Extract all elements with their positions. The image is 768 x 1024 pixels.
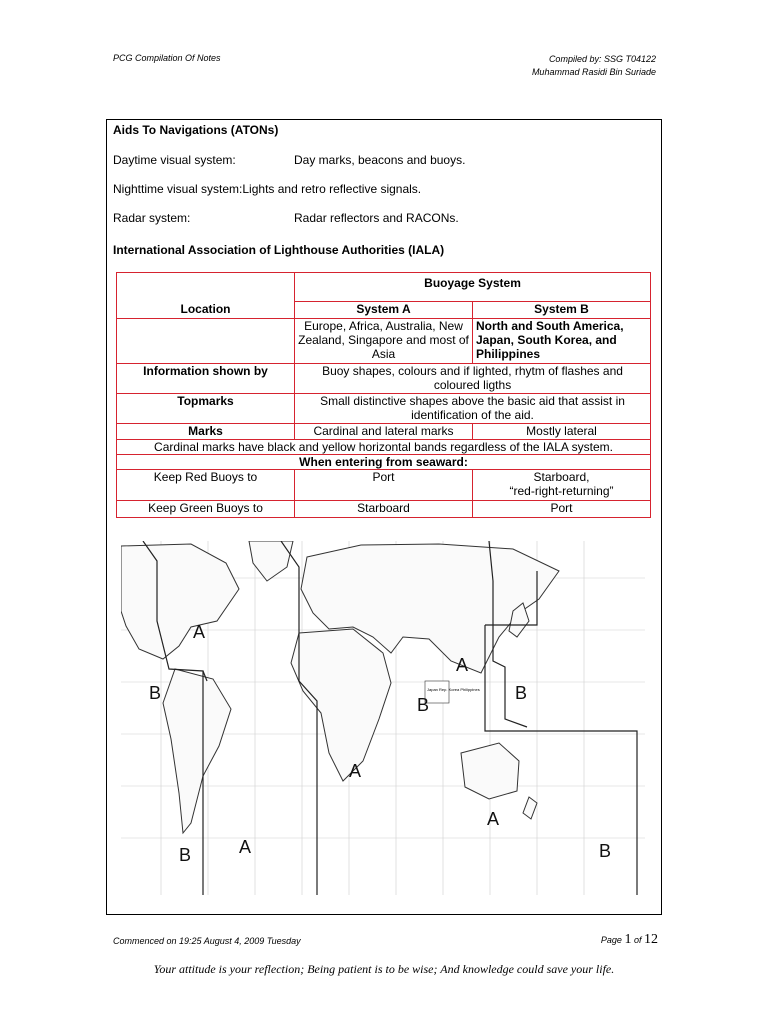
location-header: Location [117, 273, 295, 319]
table-row [117, 501, 651, 518]
header-title: PCG Compilation Of Notes [113, 53, 221, 63]
page-number [601, 932, 658, 948]
footer-quote: Your attitude is your reflection; Being patient is to be wise; And knowledge could save your life. [153, 962, 615, 976]
inset-label: Japan Rep. Korea Philippines [427, 687, 480, 692]
red-a-cell: Port [295, 470, 473, 501]
marks-b-cell: Mostly lateral [473, 424, 651, 440]
red-label-cell: Keep Red Buoys to [117, 470, 295, 501]
areas-b-cell: North and South America, Japan, South Korea, and Philippines [473, 319, 651, 364]
of-word: of [633, 935, 642, 945]
system-b-header: System B [473, 302, 651, 319]
green-label-cell: Keep Green Buoys to [117, 501, 295, 518]
areas-empty-cell [117, 319, 295, 364]
system-a-header: System A [295, 302, 473, 319]
page-total: 12 [644, 932, 658, 947]
region-label: A [349, 761, 362, 781]
region-label: A [193, 622, 206, 642]
red-b-cell [473, 470, 651, 501]
radar-label: Radar system: [113, 211, 191, 225]
green-b-cell: Port [473, 501, 651, 518]
region-label: A [487, 809, 500, 829]
region-label: B [599, 841, 612, 861]
table-row [117, 470, 651, 501]
atons-heading: Aids To Navigations (ATONs) [113, 123, 279, 137]
iala-world-map [121, 541, 645, 895]
table-row [117, 394, 651, 424]
radar-row [113, 211, 459, 225]
topmarks-label-cell: Topmarks [117, 394, 295, 424]
header-compiler [532, 53, 656, 79]
table-row [117, 455, 651, 470]
nighttime-row [113, 182, 421, 196]
cardinal-note-cell: Cardinal marks have black and yellow horizontal bands regardless of the IALA system. [117, 440, 651, 455]
topmarks-value-cell: Small distinctive shapes above the basic aid that assist in identification of the aid. [295, 394, 651, 424]
green-a-cell: Starboard [295, 501, 473, 518]
table-row [117, 319, 651, 364]
info-value-cell: Buoy shapes, colours and if lighted, rhytm of flashes and coloured ligths [295, 364, 651, 394]
commenced-date: Commenced on 19:25 August 4, 2009 Tuesday [113, 936, 301, 946]
info-label-cell: Information shown by [117, 364, 295, 394]
iala-heading: International Association of Lighthouse Authorities (IALA) [113, 243, 445, 257]
table-row [117, 424, 651, 440]
table-row [117, 364, 651, 394]
daytime-value: Day marks, beacons and buoys. [294, 153, 466, 167]
marks-a-cell: Cardinal and lateral marks [295, 424, 473, 440]
red-b-line2: “red-right-returning” [509, 484, 614, 498]
buoyage-system-header: Buoyage System [295, 273, 651, 302]
page-word: Page [600, 935, 622, 945]
region-label: B [179, 845, 192, 865]
table-row [117, 273, 651, 302]
region-label: A [239, 837, 252, 857]
compiled-by: Compiled by: SSG T04122 [548, 54, 656, 64]
seaward-cell: When entering from seaward: [117, 455, 651, 470]
nighttime-value: Lights and retro reflective signals. [242, 182, 422, 196]
marks-label-cell: Marks [117, 424, 295, 440]
region-label: B [417, 695, 430, 715]
areas-a-cell: Europe, Africa, Australia, New Zealand, Singapore and most of Asia [295, 319, 473, 364]
daytime-row [113, 153, 466, 167]
region-label: B [149, 683, 162, 703]
red-b-line1: Starboard, [533, 470, 590, 484]
radar-value: Radar reflectors and RACONs. [294, 211, 459, 225]
region-label: A [456, 655, 469, 675]
buoyage-table [116, 272, 651, 518]
table-row [117, 440, 651, 455]
page-current: 1 [624, 932, 632, 947]
author-name: Muhammad Rasidi Bin Suriade [531, 67, 656, 77]
daytime-label: Daytime visual system: [113, 153, 236, 167]
region-label: B [515, 683, 528, 703]
nighttime-label: Nighttime visual system: [113, 182, 243, 196]
